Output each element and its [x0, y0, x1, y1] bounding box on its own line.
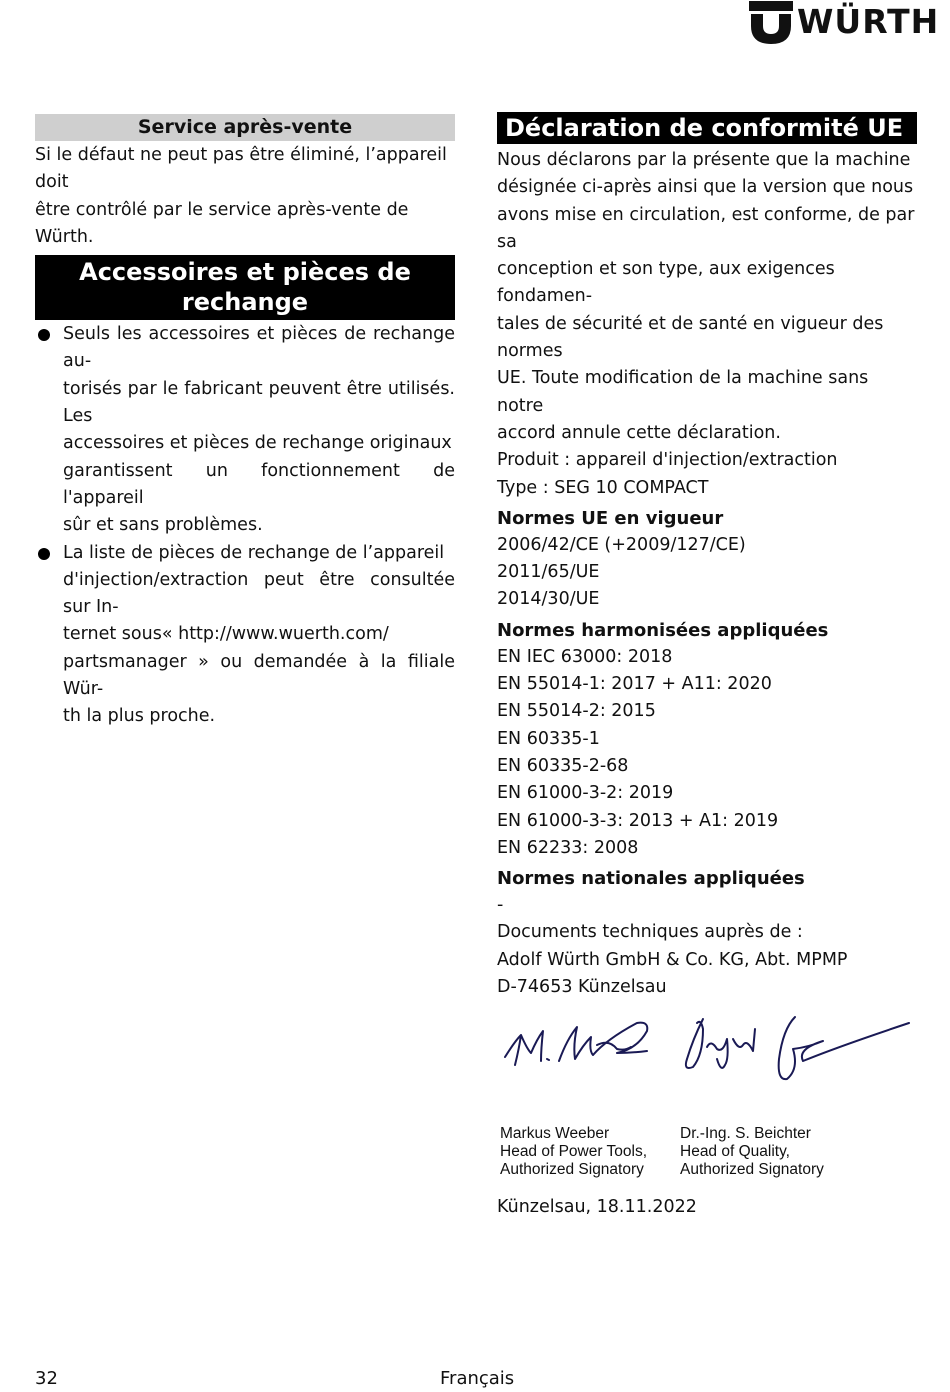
- footer-language: Français: [440, 1368, 515, 1389]
- norm-item: EN 60335-2-68: [497, 755, 629, 776]
- intro-line: accord annule cette déclaration.: [497, 422, 781, 443]
- right-column: [497, 112, 917, 1222]
- norm-item: 2011/65/UE: [497, 562, 600, 583]
- accessories-heading: [35, 255, 455, 320]
- list-item-line: La liste de pièces de rechange de l’appareil: [63, 542, 445, 563]
- accessories-heading-line: rechange: [181, 288, 309, 317]
- signatory-line: Markus Weeber: [500, 1125, 610, 1143]
- signatory-line: Authorized Signatory: [500, 1161, 644, 1179]
- norm-item: EN 60335-1: [497, 728, 600, 749]
- norm-item: EN 62233: 2008: [497, 837, 639, 858]
- eu-norms-heading: Normes UE en vigueur: [497, 507, 724, 529]
- national-norms-heading: Normes nationales appliquées: [497, 868, 805, 890]
- technical-documents: [497, 919, 917, 1001]
- list-item-line: sûr et sans problèmes.: [63, 515, 263, 536]
- intro-line: désignée ci-après ainsi que la version que nous: [497, 177, 914, 198]
- norm-item: EN 61000-3-2: 2019: [497, 783, 674, 804]
- place-date: Künzelsau, 18.11.2022: [497, 1197, 697, 1218]
- service-heading: Service après-vente: [35, 114, 455, 141]
- product-line: Produit : appareil d'injection/extraction: [497, 450, 838, 471]
- norm-item: EN IEC 63000: 2018: [497, 646, 673, 667]
- type-line: Type : SEG 10 COMPACT: [497, 477, 709, 498]
- signatory-line: Authorized Signatory: [680, 1161, 824, 1179]
- list-item-line: accessoires et pièces de rechange originaux: [63, 433, 452, 454]
- norm-item: 2014/30/UE: [497, 589, 600, 610]
- signature-block: [497, 1009, 917, 1199]
- list-item: [35, 321, 455, 539]
- signatory-line: Head of Quality,: [680, 1143, 790, 1161]
- service-text-line: être contrôlé par le service après-vente de Würth.: [35, 199, 409, 247]
- harmonised-norms-list: [497, 644, 917, 862]
- list-item-line: torisés par le fabricant peuvent être utilisés. Les: [63, 378, 455, 427]
- norm-item: EN 55014-2: 2015: [497, 701, 656, 722]
- intro-line: UE. Toute modification de la machine sans notre: [497, 368, 869, 416]
- bullet-icon: [38, 329, 50, 341]
- intro-line: tales de sécurité et de santé en vigueur des normes: [497, 313, 884, 362]
- list-item-line: Seuls les accessoires et pièces de rechange au-: [63, 324, 455, 372]
- list-item-line: th la plus proche.: [63, 706, 216, 727]
- accessories-heading-line: Accessoires et pièces de: [79, 258, 411, 287]
- documents-line: Documents techniques auprès de :: [497, 922, 803, 943]
- signatory-line: Head of Power Tools,: [500, 1143, 648, 1161]
- signatory-weeber: [500, 1125, 647, 1179]
- norm-item: EN 61000-3-3: 2013 + A1: 2019: [497, 810, 779, 831]
- intro-line: conception et son type, aux exigences fondamen-: [497, 259, 835, 307]
- page-number: 32: [35, 1368, 58, 1389]
- harmonised-norms-heading: Normes harmonisées appliquées: [497, 619, 829, 641]
- documents-line: Adolf Würth GmbH & Co. KG, Abt. MPMP: [497, 949, 848, 970]
- left-column: [35, 114, 455, 731]
- list-item-line: ternet sous« http://www.wuerth.com/: [63, 624, 389, 645]
- service-text: [35, 142, 455, 251]
- wurth-emblem-icon: [749, 1, 793, 45]
- brand-name: WÜRTH: [797, 2, 940, 41]
- list-item-line: partsmanager » ou demandée à la filiale Wür-: [63, 651, 455, 700]
- declaration-intro: [497, 147, 917, 502]
- bullet-icon: [38, 548, 50, 560]
- list-item-line: d'injection/extraction peut être consultée sur In-: [63, 569, 455, 618]
- documents-line: D-74653 Künzelsau: [497, 977, 667, 998]
- accessories-list: [35, 321, 455, 730]
- service-text-line: Si le défaut ne peut pas être éliminé, l’appareil doit: [35, 145, 447, 193]
- intro-line: Nous déclarons par la présente que la machine: [497, 150, 911, 170]
- norm-item: 2006/42/CE (+2009/127/CE): [497, 534, 746, 555]
- handwritten-signatures: [497, 1009, 917, 1124]
- signatory-line: Dr.-Ing. S. Beichter: [680, 1125, 811, 1143]
- wurth-logo: [747, 0, 950, 46]
- national-norms-value: -: [497, 895, 504, 916]
- list-item: [35, 540, 455, 731]
- list-item-line: garantissent un fonctionnement de l'appareil: [63, 460, 455, 508]
- eu-norms-list: [497, 532, 917, 614]
- intro-line: avons mise en circulation, est conforme, de par sa: [497, 204, 915, 252]
- declaration-heading: Déclaration de conformité UE: [497, 112, 917, 144]
- signatory-beichter: [680, 1125, 824, 1179]
- norm-item: EN 55014-1: 2017 + A11: 2020: [497, 674, 772, 695]
